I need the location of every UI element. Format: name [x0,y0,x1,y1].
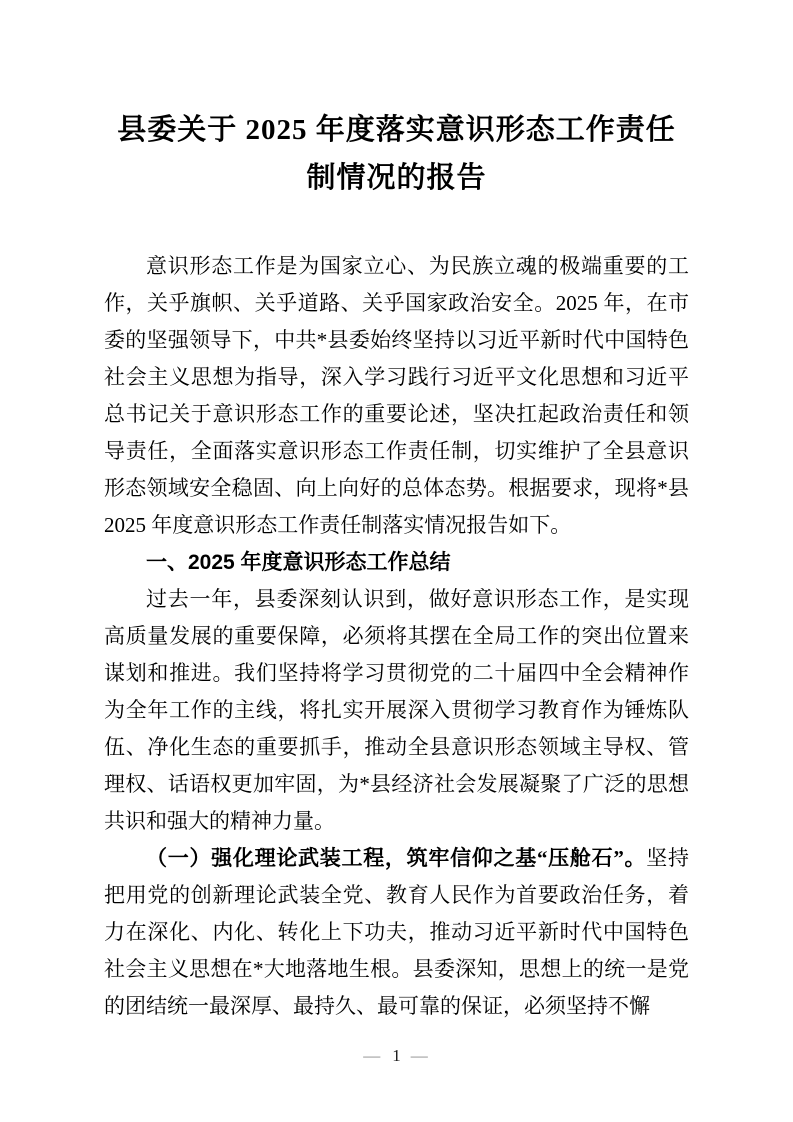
document-title: 县委关于 2025 年度落实意识形态工作责任制情况的报告 [117,114,676,194]
subsection-body-text: 坚持把用党的创新理论武装全党、教育人民作为首要政治任务，着力在深化、内化、转化上下功夫，推动习近平新时代中国特色社会主义思想在*大地落地生根。县委深知，思想上的统一是党的团结统一最深厚、最持久、最可靠的保证，必须坚持不懈 [104,846,690,1018]
footer-dash-right: — [410,1046,430,1065]
page-number: 1 [392,1046,401,1065]
paragraph-summary: 过去一年，县委深刻认识到，做好意识形态工作，是实现高质量发展的重要保障，必须将其摆在全局工作的突出位置来谋划和推进。我们坚持将学习贯彻党的二十届四中全会精神作为全年工作的主线，将扎实开展深入贯彻学习教育作为锤炼队伍、净化生态的重要抓手，推动全县意识形态领域主导权、管理权、话语权更加牢固，为*县经济社会发展凝聚了广泛的思想共识和强大的精神力量。 [104,587,689,833]
paragraph-intro: 意识形态工作是为国家立心、为民族立魂的极端重要的工作，关乎旗帜、关乎道路、关乎国家政治安全。2025 年，在市委的坚强领导下，中共*县委始终坚持以习近平新时代中国特色社会主义思想为指导，深入学习践行习近平文化思想和习近平总书记关于意识形态工作的重要论述，坚决扛起政治责任和领导责任，全面落实意识形态工作责任制，切实维护了全县意识形态领域安全稳固、向上向好的总体态势。根据要求，现将*县 2025 年度意识形态工作责任制落实情况报告如下。 [104,254,689,537]
footer-dash-left: — [363,1046,383,1065]
paragraph-subsection-1 [104,840,689,1025]
page-footer [0,1046,793,1066]
document-body [104,248,689,1025]
subsection-run-in-heading: （一）强化理论武装工程，筑牢信仰之基“压舱石”。 [146,846,647,870]
section-heading-1: 一、2025 年度意识形态工作总结 [146,551,451,574]
